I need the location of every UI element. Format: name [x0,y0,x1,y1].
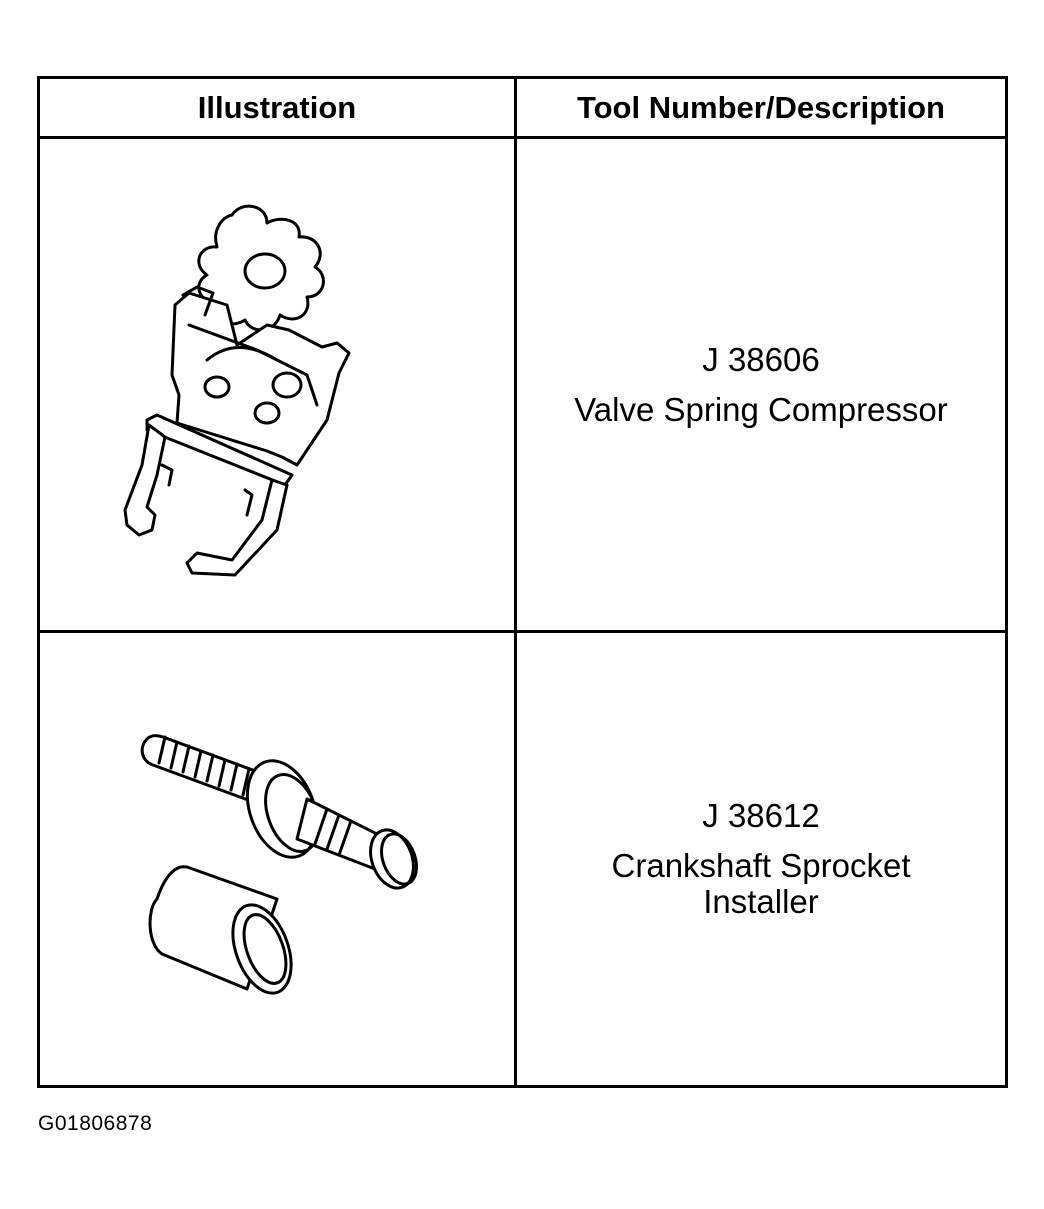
header-row [39,78,1007,138]
tool-description: Crankshaft Sprocket Installer [611,847,911,920]
tool-number: J 38606 [702,340,820,378]
table-row [39,632,1007,1087]
illustration-cell [39,632,516,1087]
tool-header: Tool Number/Description [516,78,1007,138]
description-cell [516,632,1007,1087]
description-cell [516,138,1007,632]
illustration-header: Illustration [39,78,516,138]
figure-code: G01806878 [38,1112,153,1135]
table-row [39,138,1007,632]
tool-description: Valve Spring Compressor [574,390,948,428]
tool-table [37,76,1008,1088]
valve-spring-compressor-illustration [117,175,437,595]
crankshaft-sprocket-installer-illustration [117,699,437,1019]
illustration-cell [39,138,516,632]
tool-number: J 38612 [702,797,820,834]
